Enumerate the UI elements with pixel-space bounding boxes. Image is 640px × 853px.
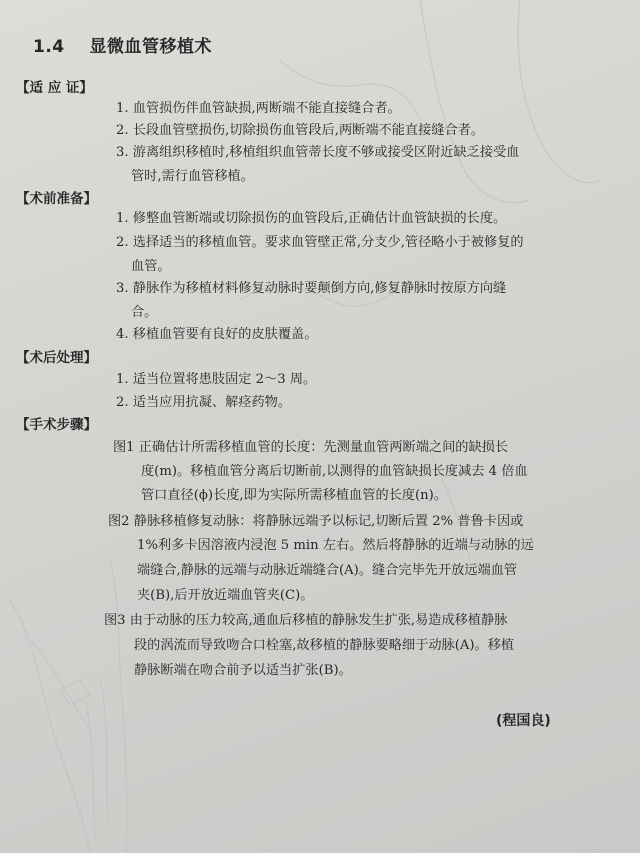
item-continuation: 管时,需行血管移植。 [131,169,254,184]
figure-text-line: 静脉断端在吻合前予以适当扩张(B)。 [134,663,352,678]
item-text: 游离组织移植时,移植组织血管蒂长度不够或接受区附近缺乏接受血 [132,145,520,160]
section-number: 1.4 [33,37,65,57]
item-number: 2. [116,395,129,410]
item-text: 修整血管断端或切除损伤的血管段后,正确估计血管缺损的长度。 [132,211,507,226]
list-item [116,231,524,250]
figure-text-line: 端缝合,静脉的远端与动脉近端缝合(A)。缝合完毕先开放远端血管 [137,563,518,578]
item-number: 3. [116,281,129,296]
item-text: 移植血管要有良好的皮肤覆盖。 [132,327,318,342]
item-continuation: 血管。 [131,259,171,274]
figure-text-line: 段的涡流而导致吻合口栓塞,故移植的静脉要略细于动脉(A)。移植 [134,638,515,653]
list-item [116,207,506,226]
section-title: 显微血管移植术 [89,37,212,57]
figure-text-line: 度(m)。移植血管分离后切断前,以测得的血管缺损长度减去 4 倍血 [141,464,528,479]
list-item [116,391,291,410]
item-continuation: 合。 [131,305,158,320]
item-number: 2. [116,123,129,138]
item-text: 静脉作为移植材料修复动脉时要颠倒方向,修复静脉时按原方向缝 [132,281,507,296]
item-text: 适当位置将患肢固定 2～3 周。 [132,372,317,387]
figure-text-line: 夹(B),后开放近端血管夹(C)。 [137,588,314,603]
figure-ref: 图1 [113,440,135,455]
author-credit: (程国良) [496,713,551,729]
figure-step [108,510,523,529]
item-number: 4. [116,327,129,342]
figure-step [104,609,507,628]
figure-text-line: 正确估计所需移植血管的长度：先测量血管两断端之间的缺损长 [138,440,509,455]
figure-text-line: 管口直径(ϕ)长度,即为实际所需移植血管的长度(n)。 [141,488,448,503]
list-item [116,141,519,160]
list-item [116,323,317,342]
section-heading [33,32,212,57]
item-text: 血管损伤伴血管缺损,两断端不能直接缝合者。 [132,101,401,116]
item-number: 1. [116,211,129,226]
figure-text-line: 静脉移植修复动脉：将静脉远端予以标记,切断后置 2% 普鲁卡因或 [133,514,524,529]
item-text: 选择适当的移植血管。要求血管壁正常,分支少,管径略小于被修复的 [132,235,524,250]
item-text: 长段血管壁损伤,切除损伤血管段后,两断端不能直接缝合者。 [132,123,485,138]
item-number: 1. [116,372,129,387]
figure-ref: 图3 [104,613,126,628]
figure-step [113,436,508,455]
indications-label: 【适 应 证】 [16,80,93,96]
figure-text-line: 1%利多卡因溶液内浸泡 5 min 左右。然后将静脉的近端与动脉的远 [137,538,534,553]
figure-ref: 图2 [108,514,130,529]
postop-label: 【术后处理】 [16,350,97,366]
item-number: 1. [116,101,129,116]
item-number: 2. [116,235,129,250]
list-item [116,119,484,138]
preop-label: 【术前准备】 [16,191,97,207]
list-item [116,97,401,116]
steps-label: 【手术步骤】 [16,417,97,433]
figure-text-line: 由于动脉的压力较高,通血后移植的静脉发生扩张,易造成移植静脉 [129,613,508,628]
list-item [116,368,316,387]
item-number: 3. [116,145,129,160]
list-item [116,277,506,296]
item-text: 适当应用抗凝、解痉药物。 [132,395,292,410]
